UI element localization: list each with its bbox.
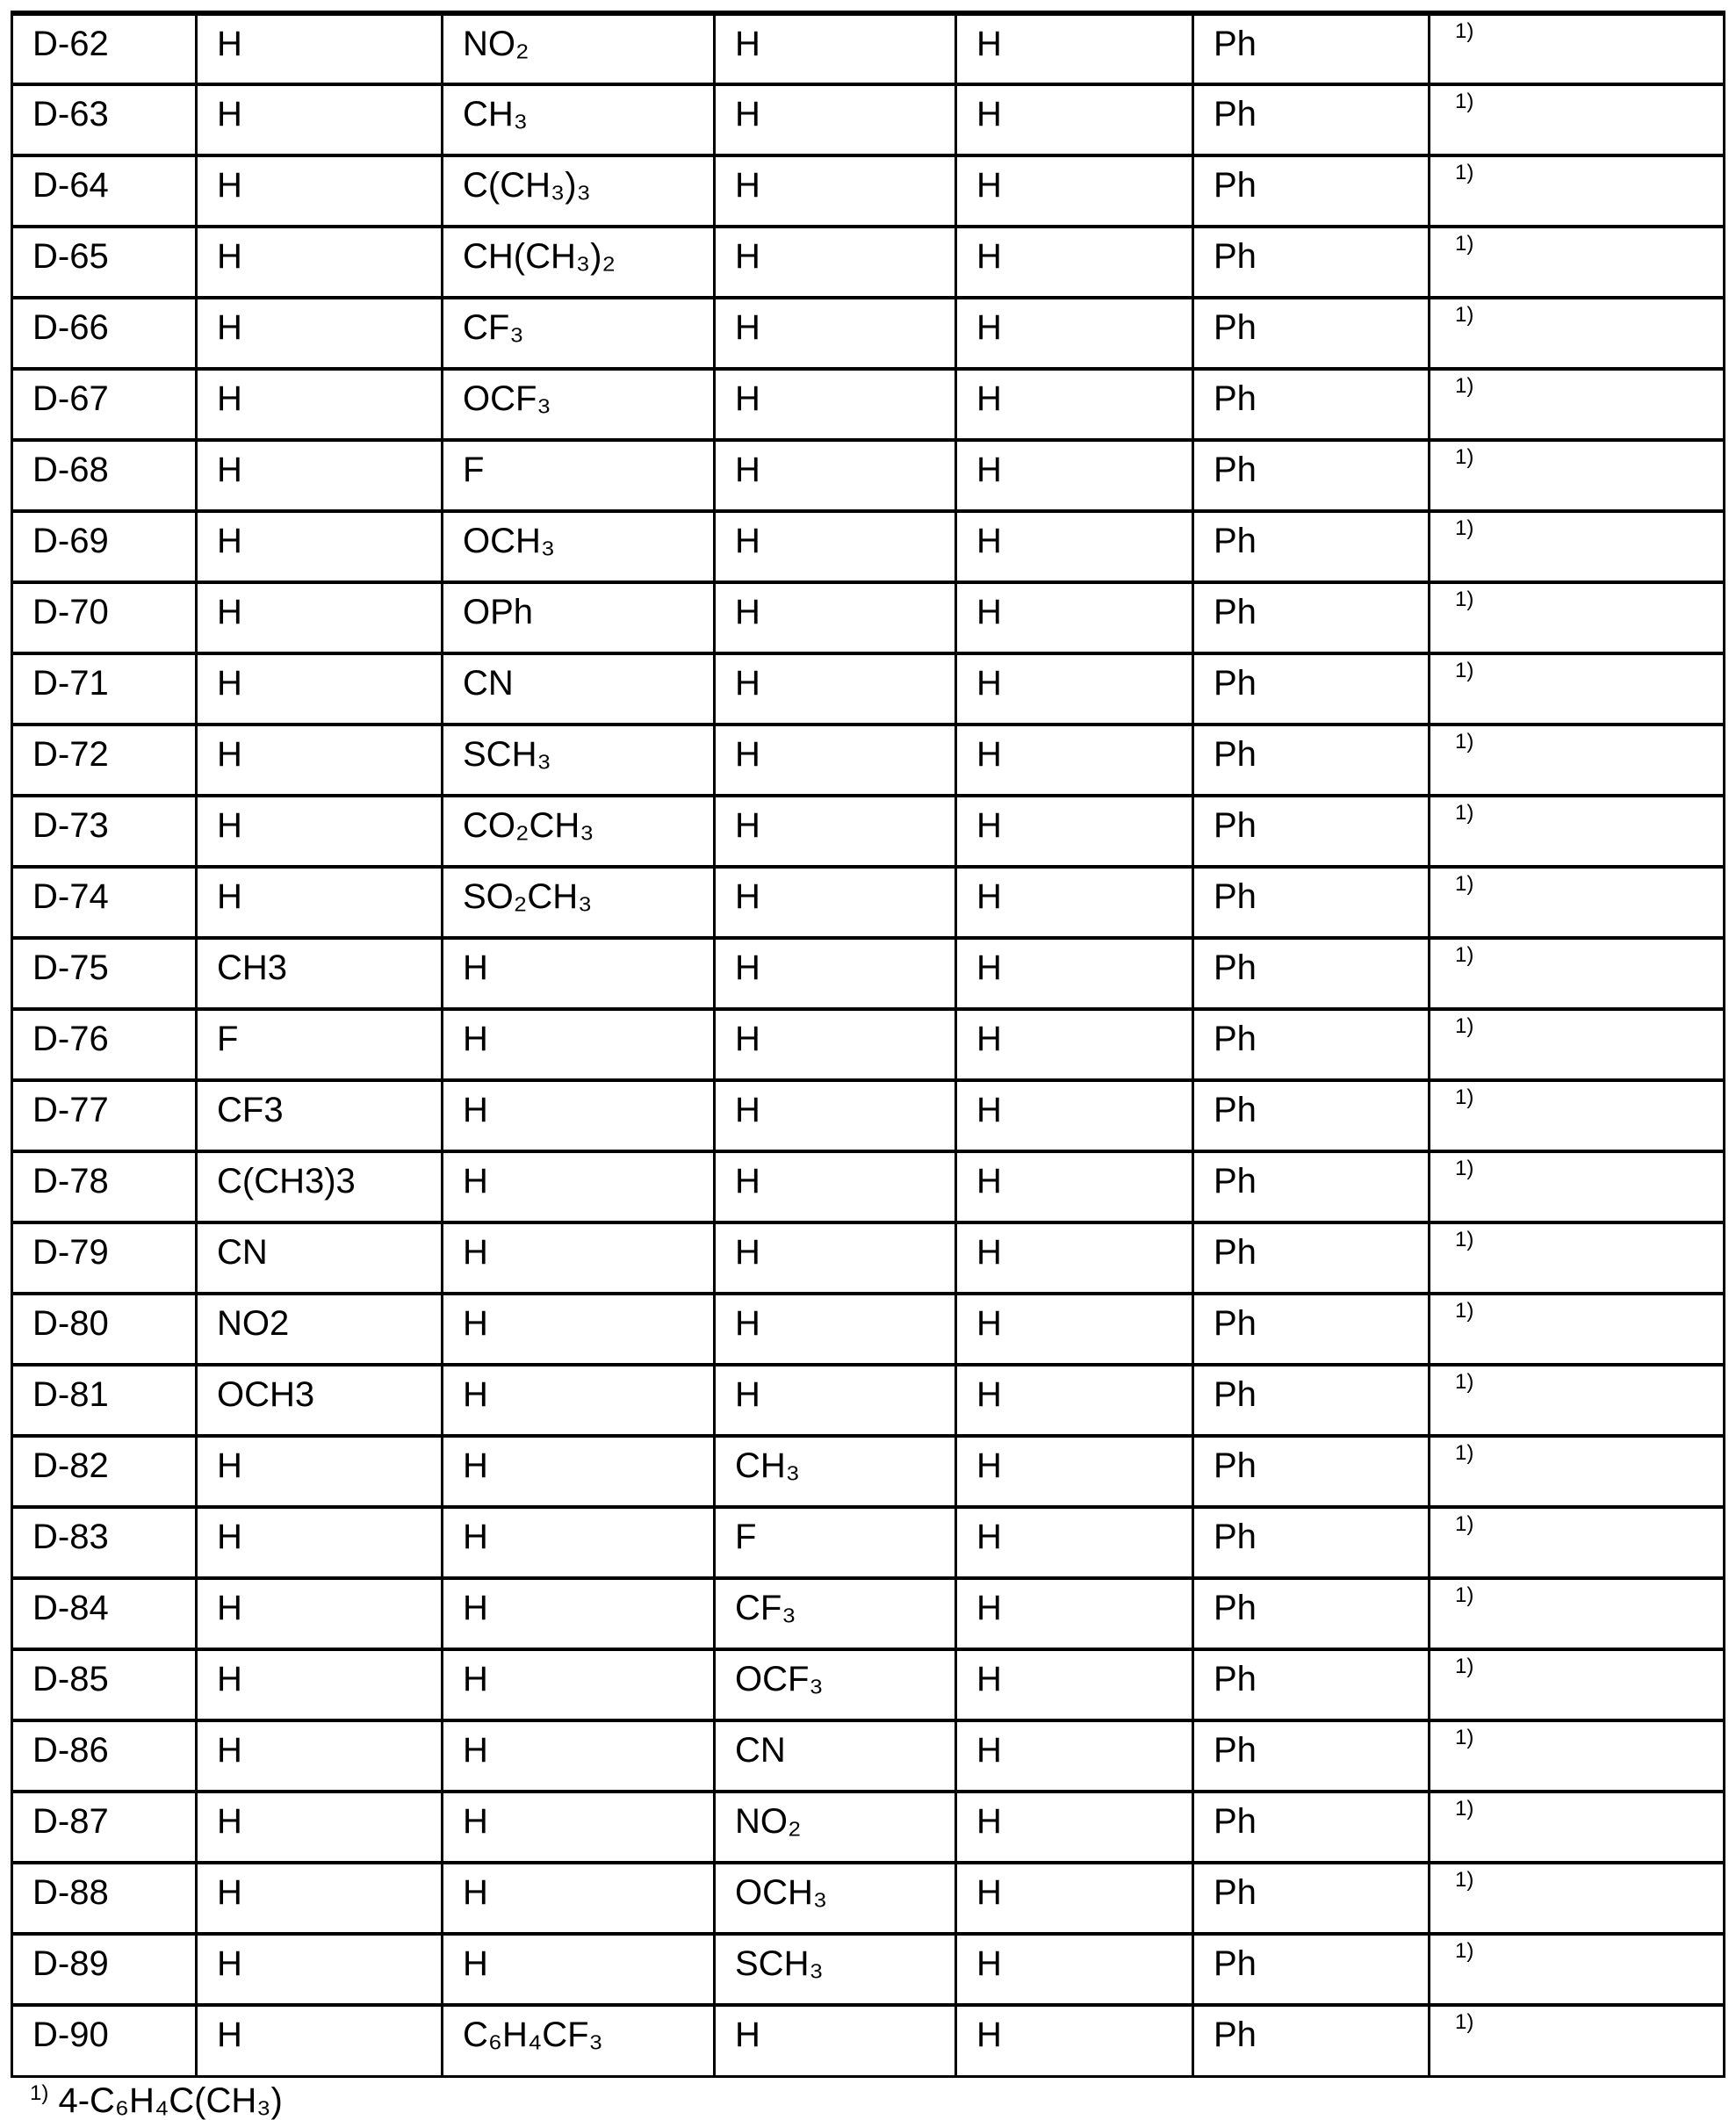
cell-r1: NO2 — [197, 1294, 443, 1365]
cell-r1: H — [197, 227, 443, 298]
cell-note: 1) — [1430, 84, 1725, 155]
cell-r4: H — [956, 440, 1193, 511]
cell-compound-id: D-64 — [12, 155, 197, 227]
cell-compound-id: D-80 — [12, 1294, 197, 1365]
cell-r3: H — [715, 511, 956, 582]
cell-r4: H — [956, 725, 1193, 796]
cell-note: 1) — [1430, 1294, 1725, 1365]
page-content — [0, 0, 1736, 2120]
cell-r1: H — [197, 440, 443, 511]
cell-note: 1) — [1430, 1649, 1725, 1720]
cell-r3: OCF₃ — [715, 1649, 956, 1720]
cell-r5: Ph — [1193, 1792, 1430, 1863]
table-row — [12, 1365, 1725, 1436]
cell-r2: H — [443, 1649, 715, 1720]
cell-note: 1) — [1430, 369, 1725, 440]
table-row — [12, 725, 1725, 796]
cell-r2: H — [443, 1222, 715, 1294]
cell-r1: H — [197, 2005, 443, 2076]
cell-r1: CH3 — [197, 938, 443, 1009]
table-row — [12, 796, 1725, 867]
table-row — [12, 155, 1725, 227]
cell-note: 1) — [1430, 1436, 1725, 1507]
table-row — [12, 1720, 1725, 1792]
cell-r2: H — [443, 1294, 715, 1365]
cell-note: 1) — [1430, 298, 1725, 369]
cell-compound-id: D-90 — [12, 2005, 197, 2076]
cell-note: 1) — [1430, 1222, 1725, 1294]
cell-r2: H — [443, 1009, 715, 1080]
cell-r2: H — [443, 1863, 715, 1934]
cell-note: 1) — [1430, 1578, 1725, 1649]
cell-compound-id: D-78 — [12, 1151, 197, 1222]
cell-r2: H — [443, 1934, 715, 2005]
table-row — [12, 13, 1725, 84]
cell-note: 1) — [1430, 1365, 1725, 1436]
cell-r5: Ph — [1193, 796, 1430, 867]
cell-r4: H — [956, 298, 1193, 369]
cell-r1: CF3 — [197, 1080, 443, 1151]
cell-r4: H — [956, 13, 1193, 84]
cell-compound-id: D-88 — [12, 1863, 197, 1934]
cell-compound-id: D-82 — [12, 1436, 197, 1507]
cell-r2: SCH₃ — [443, 725, 715, 796]
cell-r4: H — [956, 867, 1193, 938]
cell-r5: Ph — [1193, 1222, 1430, 1294]
cell-r1: H — [197, 1436, 443, 1507]
cell-r5: Ph — [1193, 1507, 1430, 1578]
cell-r3: H — [715, 1365, 956, 1436]
cell-r5: Ph — [1193, 867, 1430, 938]
cell-r5: Ph — [1193, 582, 1430, 653]
cell-note: 1) — [1430, 1080, 1725, 1151]
cell-compound-id: D-62 — [12, 13, 197, 84]
table-row — [12, 653, 1725, 725]
cell-r1: H — [197, 511, 443, 582]
cell-r3: H — [715, 1151, 956, 1222]
cell-r1: H — [197, 1792, 443, 1863]
cell-r1: C(CH3)3 — [197, 1151, 443, 1222]
cell-r2: F — [443, 440, 715, 511]
cell-compound-id: D-73 — [12, 796, 197, 867]
table-row — [12, 1436, 1725, 1507]
cell-note: 1) — [1430, 796, 1725, 867]
cell-r3: H — [715, 2005, 956, 2076]
cell-r4: H — [956, 84, 1193, 155]
cell-r5: Ph — [1193, 1009, 1430, 1080]
cell-r5: Ph — [1193, 1578, 1430, 1649]
table-row — [12, 1009, 1725, 1080]
cell-compound-id: D-81 — [12, 1365, 197, 1436]
cell-r5: Ph — [1193, 84, 1430, 155]
cell-r3: H — [715, 938, 956, 1009]
cell-r4: H — [956, 1578, 1193, 1649]
cell-note: 1) — [1430, 867, 1725, 938]
cell-r4: H — [956, 1080, 1193, 1151]
cell-r4: H — [956, 1151, 1193, 1222]
cell-r4: H — [956, 1863, 1193, 1934]
compound-table — [11, 11, 1725, 2078]
cell-r2: NO₂ — [443, 13, 715, 84]
cell-r5: Ph — [1193, 725, 1430, 796]
cell-r4: H — [956, 1009, 1193, 1080]
cell-note: 1) — [1430, 155, 1725, 227]
cell-r4: H — [956, 653, 1193, 725]
cell-r3: H — [715, 298, 956, 369]
cell-r3: H — [715, 155, 956, 227]
cell-r2: CN — [443, 653, 715, 725]
cell-r1: H — [197, 13, 443, 84]
footnote — [30, 2081, 1736, 2120]
cell-note: 1) — [1430, 653, 1725, 725]
table-row — [12, 1294, 1725, 1365]
table-row — [12, 582, 1725, 653]
cell-r5: Ph — [1193, 1934, 1430, 2005]
cell-r3: SCH₃ — [715, 1934, 956, 2005]
cell-r3: CH₃ — [715, 1436, 956, 1507]
footnote-text: 4-C₆H₄C(CH₃) — [58, 2081, 282, 2120]
cell-r2: H — [443, 1720, 715, 1792]
cell-r2: CF₃ — [443, 298, 715, 369]
cell-r5: Ph — [1193, 1365, 1430, 1436]
cell-r1: H — [197, 653, 443, 725]
table-row — [12, 867, 1725, 938]
cell-r3: H — [715, 227, 956, 298]
cell-r1: H — [197, 1720, 443, 1792]
cell-compound-id: D-69 — [12, 511, 197, 582]
cell-r5: Ph — [1193, 1436, 1430, 1507]
cell-r4: H — [956, 796, 1193, 867]
cell-r5: Ph — [1193, 1080, 1430, 1151]
cell-r1: OCH3 — [197, 1365, 443, 1436]
cell-r2: H — [443, 938, 715, 1009]
cell-r1: H — [197, 1578, 443, 1649]
cell-r1: F — [197, 1009, 443, 1080]
cell-r4: H — [956, 1365, 1193, 1436]
cell-r4: H — [956, 1222, 1193, 1294]
cell-r2: H — [443, 1578, 715, 1649]
cell-r1: H — [197, 725, 443, 796]
cell-note: 1) — [1430, 1009, 1725, 1080]
table-row — [12, 1792, 1725, 1863]
cell-r3: CN — [715, 1720, 956, 1792]
cell-r1: H — [197, 298, 443, 369]
cell-r3: OCH₃ — [715, 1863, 956, 1934]
cell-r2: H — [443, 1365, 715, 1436]
cell-r2: OPh — [443, 582, 715, 653]
cell-r3: H — [715, 1080, 956, 1151]
footnote-marker: 1) — [30, 2081, 48, 2105]
cell-r5: Ph — [1193, 653, 1430, 725]
cell-r1: H — [197, 867, 443, 938]
cell-compound-id: D-79 — [12, 1222, 197, 1294]
cell-r3: H — [715, 796, 956, 867]
cell-compound-id: D-89 — [12, 1934, 197, 2005]
cell-note: 1) — [1430, 227, 1725, 298]
table-row — [12, 1578, 1725, 1649]
cell-r4: H — [956, 227, 1193, 298]
cell-r3: H — [715, 84, 956, 155]
cell-compound-id: D-86 — [12, 1720, 197, 1792]
cell-r2: H — [443, 1507, 715, 1578]
cell-r2: H — [443, 1436, 715, 1507]
cell-r5: Ph — [1193, 1151, 1430, 1222]
cell-r4: H — [956, 155, 1193, 227]
cell-compound-id: D-67 — [12, 369, 197, 440]
cell-r5: Ph — [1193, 938, 1430, 1009]
table-row — [12, 1507, 1725, 1578]
cell-compound-id: D-72 — [12, 725, 197, 796]
table-row — [12, 84, 1725, 155]
cell-r4: H — [956, 1649, 1193, 1720]
cell-r3: H — [715, 13, 956, 84]
cell-compound-id: D-85 — [12, 1649, 197, 1720]
cell-r3: NO₂ — [715, 1792, 956, 1863]
cell-r2: SO₂CH₃ — [443, 867, 715, 938]
cell-r3: H — [715, 1222, 956, 1294]
cell-r5: Ph — [1193, 155, 1430, 227]
cell-r4: H — [956, 1507, 1193, 1578]
cell-r5: Ph — [1193, 13, 1430, 84]
cell-r4: H — [956, 1294, 1193, 1365]
table-row — [12, 227, 1725, 298]
cell-compound-id: D-87 — [12, 1792, 197, 1863]
cell-r3: CF₃ — [715, 1578, 956, 1649]
cell-r3: H — [715, 1009, 956, 1080]
table-row — [12, 2005, 1725, 2076]
cell-r5: Ph — [1193, 440, 1430, 511]
cell-r1: H — [197, 84, 443, 155]
cell-r5: Ph — [1193, 1863, 1430, 1934]
cell-r2: OCH₃ — [443, 511, 715, 582]
cell-note: 1) — [1430, 1863, 1725, 1934]
cell-r1: H — [197, 369, 443, 440]
cell-r1: H — [197, 155, 443, 227]
cell-r4: H — [956, 369, 1193, 440]
table-row — [12, 298, 1725, 369]
table-row — [12, 1151, 1725, 1222]
table-row — [12, 1863, 1725, 1934]
cell-r4: H — [956, 1934, 1193, 2005]
cell-r5: Ph — [1193, 1720, 1430, 1792]
cell-r4: H — [956, 582, 1193, 653]
cell-compound-id: D-77 — [12, 1080, 197, 1151]
cell-r5: Ph — [1193, 1649, 1430, 1720]
cell-r5: Ph — [1193, 298, 1430, 369]
cell-note: 1) — [1430, 725, 1725, 796]
table-row — [12, 440, 1725, 511]
cell-r5: Ph — [1193, 511, 1430, 582]
cell-note: 1) — [1430, 938, 1725, 1009]
cell-r2: OCF₃ — [443, 369, 715, 440]
cell-compound-id: D-76 — [12, 1009, 197, 1080]
cell-r2: CO₂CH₃ — [443, 796, 715, 867]
cell-r5: Ph — [1193, 2005, 1430, 2076]
cell-r2: H — [443, 1080, 715, 1151]
cell-r1: CN — [197, 1222, 443, 1294]
cell-note: 1) — [1430, 13, 1725, 84]
cell-r4: H — [956, 511, 1193, 582]
cell-r4: H — [956, 2005, 1193, 2076]
cell-r3: H — [715, 582, 956, 653]
cell-r3: H — [715, 1294, 956, 1365]
cell-note: 1) — [1430, 1151, 1725, 1222]
cell-compound-id: D-68 — [12, 440, 197, 511]
cell-note: 1) — [1430, 582, 1725, 653]
cell-r2: H — [443, 1792, 715, 1863]
cell-note: 1) — [1430, 1934, 1725, 2005]
cell-r1: H — [197, 1649, 443, 1720]
table-row — [12, 1080, 1725, 1151]
cell-note: 1) — [1430, 1720, 1725, 1792]
cell-r4: H — [956, 938, 1193, 1009]
cell-r5: Ph — [1193, 1294, 1430, 1365]
cell-r3: H — [715, 725, 956, 796]
cell-r2: CH₃ — [443, 84, 715, 155]
cell-note: 1) — [1430, 2005, 1725, 2076]
cell-r1: H — [197, 582, 443, 653]
cell-r3: H — [715, 653, 956, 725]
table-row — [12, 938, 1725, 1009]
table-row — [12, 1934, 1725, 2005]
cell-compound-id: D-84 — [12, 1578, 197, 1649]
cell-note: 1) — [1430, 1792, 1725, 1863]
cell-compound-id: D-71 — [12, 653, 197, 725]
cell-note: 1) — [1430, 1507, 1725, 1578]
cell-r2: CH(CH₃)₂ — [443, 227, 715, 298]
cell-compound-id: D-74 — [12, 867, 197, 938]
cell-r3: F — [715, 1507, 956, 1578]
table-row — [12, 1222, 1725, 1294]
table-row — [12, 1649, 1725, 1720]
cell-note: 1) — [1430, 440, 1725, 511]
cell-r4: H — [956, 1436, 1193, 1507]
cell-r1: H — [197, 1934, 443, 2005]
cell-r2: H — [443, 1151, 715, 1222]
cell-r5: Ph — [1193, 369, 1430, 440]
cell-r3: H — [715, 369, 956, 440]
cell-r2: C(CH₃)₃ — [443, 155, 715, 227]
cell-compound-id: D-75 — [12, 938, 197, 1009]
cell-r3: H — [715, 867, 956, 938]
cell-compound-id: D-83 — [12, 1507, 197, 1578]
cell-r1: H — [197, 1507, 443, 1578]
cell-compound-id: D-65 — [12, 227, 197, 298]
cell-r2: C₆H₄CF₃ — [443, 2005, 715, 2076]
cell-r3: H — [715, 440, 956, 511]
cell-r1: H — [197, 796, 443, 867]
cell-r1: H — [197, 1863, 443, 1934]
cell-compound-id: D-66 — [12, 298, 197, 369]
cell-r4: H — [956, 1720, 1193, 1792]
table-row — [12, 511, 1725, 582]
cell-r4: H — [956, 1792, 1193, 1863]
cell-compound-id: D-63 — [12, 84, 197, 155]
cell-note: 1) — [1430, 511, 1725, 582]
cell-compound-id: D-70 — [12, 582, 197, 653]
table-row — [12, 369, 1725, 440]
cell-r5: Ph — [1193, 227, 1430, 298]
